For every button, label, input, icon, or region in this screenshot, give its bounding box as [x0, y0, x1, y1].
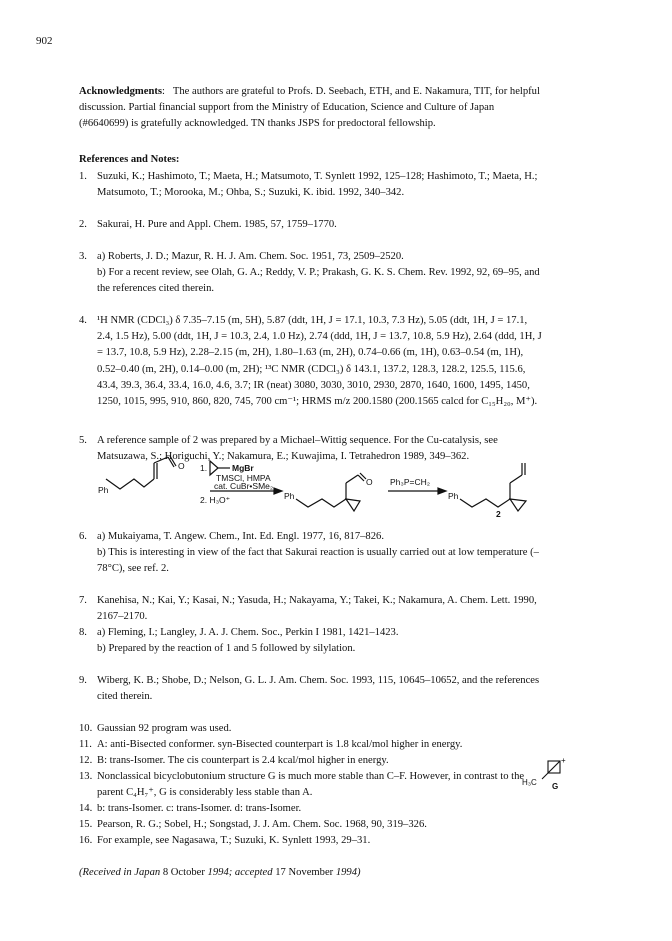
acknowledgments: [79, 84, 615, 133]
reference-line: Matsumoto, T.; Morooka, M.; Ohba, S.; Suzuki, K. ibid. 1992, 340–342.: [97, 187, 405, 199]
reference-body: [97, 313, 615, 410]
ack-line-3: (#6640699) is gratefully acknowledged. TN thanks JSPS for predoctoral fellowship.: [79, 118, 436, 130]
reference-number: 9.: [79, 675, 87, 686]
step2-label: 2. H₃O⁺: [200, 495, 231, 505]
reference-body: [97, 817, 615, 833]
step1-number: 1.: [200, 463, 208, 473]
reference-number: 12.: [79, 755, 93, 766]
reference-number: 4.: [79, 315, 87, 326]
reference-body: [97, 737, 615, 753]
reagent-cubr: cat. CuBr•SMe₂: [214, 481, 274, 491]
g-charge: +: [561, 757, 566, 765]
reference-line: Pearson, R. G.; Sobel, H.; Songstad, J. J. Am. Chem. Soc. 1968, 90, 319–326.: [97, 819, 427, 830]
reference-line: 78°C), see ref. 2.: [97, 563, 169, 575]
reference-body: [97, 529, 615, 578]
reference-item: [79, 817, 615, 833]
reference-line: Suzuki, K.; Hashimoto, T.; Maeta, H.; Matsumoto, T. Synlett 1992, 125–128; Hashimoto, T.; Maeta, H.;: [97, 171, 538, 182]
references-heading: References and Notes:: [79, 154, 180, 165]
reference-body: [97, 833, 615, 849]
ph-label-3: Ph: [448, 491, 459, 501]
reagent-tmscl: TMSCl, HMPA: [216, 473, 271, 483]
reference-line: For example, see Nagasawa, T.; Suzuki, K. Synlett 1993, 29–31.: [97, 835, 371, 846]
ack-line-1: Acknowledgments: The authors are grateful to Profs. D. Seebach, ETH, and E. Nakamura, TIT, for helpful: [79, 86, 540, 97]
reference-line: 1250, 1015, 995, 910, 860, 820, 745, 700 cm⁻¹; HRMS m/z 200.1580 (200.1565 calcd for C₁₅H₂₀, M⁺).: [97, 396, 538, 408]
reference-item: [79, 833, 615, 849]
reference-line: a) Mukaiyama, T. Angew. Chem., Int. Ed. Engl. 1977, 16, 817–826.: [97, 531, 384, 542]
reference-number: 11.: [79, 739, 92, 750]
received-note: (Received in Japan 8 October 1994; accepted 17 November 1994): [79, 867, 361, 878]
reference-item: [79, 169, 615, 201]
ph-label-1: Ph: [98, 485, 109, 495]
grignard-label: MgBr: [232, 463, 254, 473]
substrate-chain: [106, 479, 154, 489]
reference-item: [79, 737, 615, 753]
reference-item: [79, 625, 615, 657]
reference-line: Wiberg, K. B.; Shobe, D.; Nelson, G. L. J. Am. Chem. Soc. 1993, 115, 10645–10652, and the references: [97, 675, 540, 686]
reference-line: A reference sample of 2 was prepared by a Michael–Wittig sequence. For the Cu-catalysis, see: [97, 435, 498, 446]
reference-number: 2.: [79, 219, 87, 230]
intermediate-chain: [296, 499, 346, 507]
reference-item: [79, 313, 615, 410]
reference-body: [97, 673, 615, 705]
reference-number: 7.: [79, 595, 87, 606]
reference-line: 0.52–0.40 (m, 2H), 0.14–0.00 (m, 2H); ¹³C NMR (CDCl₃) δ 143.1, 137.2, 128.3, 128.2, 125.5, 115.6,: [97, 363, 526, 375]
reference-line: b) Prepared by the reaction of 1 and 5 followed by silylation.: [97, 643, 356, 655]
reference-line: B: trans-Isomer. The cis counterpart is 2.4 kcal/mol higher in energy.: [97, 755, 389, 766]
ph-label-2: Ph: [284, 491, 295, 501]
reference-item: [79, 673, 615, 705]
reference-number: 16.: [79, 835, 93, 846]
reference-line: 2.4, 1.5 Hz), 5.00 (ddt, 1H, J = 10.3, 2.4, 1.0 Hz), 2.74 (ddd, 1H, J = 13.7, 10.8, 5.9 Hz), 2.64 (ddd, 1H, J: [97, 331, 542, 343]
oxygen-label-2: O: [366, 477, 373, 487]
reference-item: [79, 217, 615, 233]
reference-item: [79, 249, 615, 298]
oxygen-label-1: O: [178, 461, 185, 471]
reference-item: [79, 529, 615, 578]
reference-line: Nonclassical bicyclobutonium structure G is much more stable than C–F. However, in contrast to the: [97, 771, 525, 782]
reference-line: Matsuzawa, S.; Horiguchi, Y.; Nakamura, E.; Kuwajima, I. Tetrahedron 1989, 349–362.: [97, 451, 470, 463]
reference-body: [97, 249, 615, 298]
g-methyl: H₃C: [522, 778, 537, 787]
ack-title: Acknowledgments: [79, 86, 162, 97]
reference-number: 1.: [79, 171, 87, 182]
reference-body: [97, 169, 615, 201]
reference-number: 15.: [79, 819, 93, 830]
reference-item: [79, 801, 615, 817]
reference-line: b: trans-Isomer. c: trans-Isomer. d: trans-Isomer.: [97, 803, 302, 814]
reference-line: b) For a recent review, see Olah, G. A.; Reddy, V. P.; Prakash, G. K. S. Chem. Rev. 1992, 92, 69–95, and: [97, 267, 540, 279]
reference-line: 2167–2170.: [97, 611, 148, 623]
received-date: 8 October: [162, 867, 205, 878]
reference-line: a) Roberts, J. D.; Mazur, R. H. J. Am. Chem. Soc. 1951, 73, 2509–2520.: [97, 251, 404, 262]
intermediate-cyclopropane: [346, 499, 360, 511]
reference-line: Gaussian 92 program was used.: [97, 723, 232, 734]
accepted-date: 17 November: [275, 867, 334, 878]
reference-body: [97, 801, 615, 817]
product-chain: [460, 499, 510, 507]
wittig-reagent: Ph₃P=CH₂: [390, 477, 431, 487]
reference-line: a) Fleming, I.; Langley, J. A. J. Chem. Soc., Perkin I 1981, 1421–1423.: [97, 627, 399, 638]
reference-line: Sakurai, H. Pure and Appl. Chem. 1985, 57, 1759–1770.: [97, 219, 337, 230]
reference-number: 6.: [79, 531, 87, 542]
reference-number: 5.: [79, 435, 87, 446]
reference-line: parent C₄H₇⁺, G is considerably less stable than A.: [97, 787, 313, 799]
structure-g: [520, 757, 580, 791]
reference-line: 43.4, 39.3, 36.4, 33.4, 16.0, 4.6, 3.7; IR (neat) 3080, 3030, 3010, 2930, 2870, 1640, 1600, 1495, 1450,: [97, 379, 530, 391]
reference-number: 10.: [79, 723, 93, 734]
reference-body: [97, 593, 615, 625]
product-label: 2: [496, 509, 501, 517]
reference-line: ¹H NMR (CDCl₃) δ 7.35–7.15 (m, 5H), 5.87 (ddt, 1H, J = 17.1, 10.3, 7.3 Hz), 5.05 (ddt, 1H, J = 17.1,: [97, 315, 528, 326]
reaction-scheme: [98, 455, 538, 517]
reference-body: [97, 625, 615, 657]
reference-number: 8.: [79, 627, 87, 638]
reference-number: 13.: [79, 771, 93, 782]
reference-item: [79, 721, 615, 737]
g-label: G: [552, 782, 559, 791]
reference-body: [97, 217, 615, 233]
reference-line: = 13.7, 10.8, 5.9 Hz), 2.28–2.15 (m, 2H), 1.80–1.63 (m, 2H), 0.74–0.66 (m, 1H), 0.63–0.54 (m, 1H),: [97, 347, 524, 359]
reference-line: Kanehisa, N.; Kai, Y.; Kasai, N.; Yasuda, H.; Nakayama, Y.; Takei, K.; Nakamura, A. Chem. Lett. 1990,: [97, 595, 537, 606]
reference-number: 3.: [79, 251, 87, 262]
reference-line: b) This is interesting in view of the fact that Sakurai reaction is usually carried out at low temperature (–: [97, 547, 539, 559]
reference-line: cited therein.: [97, 691, 153, 703]
product-cyclopropane: [510, 499, 526, 511]
reference-number: 14.: [79, 803, 93, 814]
ack-line-2: discussion. Partial financial support from the Ministry of Education, Science and Culture of Japan: [79, 102, 495, 114]
reference-body: [97, 721, 615, 737]
reference-line: the references cited therein.: [97, 283, 215, 295]
page-number: 902: [36, 35, 53, 47]
reference-item: [79, 593, 615, 625]
reference-line: A: anti-Bisected conformer. syn-Bisected counterpart is 1.8 kcal/mol higher in energy.: [97, 739, 463, 750]
